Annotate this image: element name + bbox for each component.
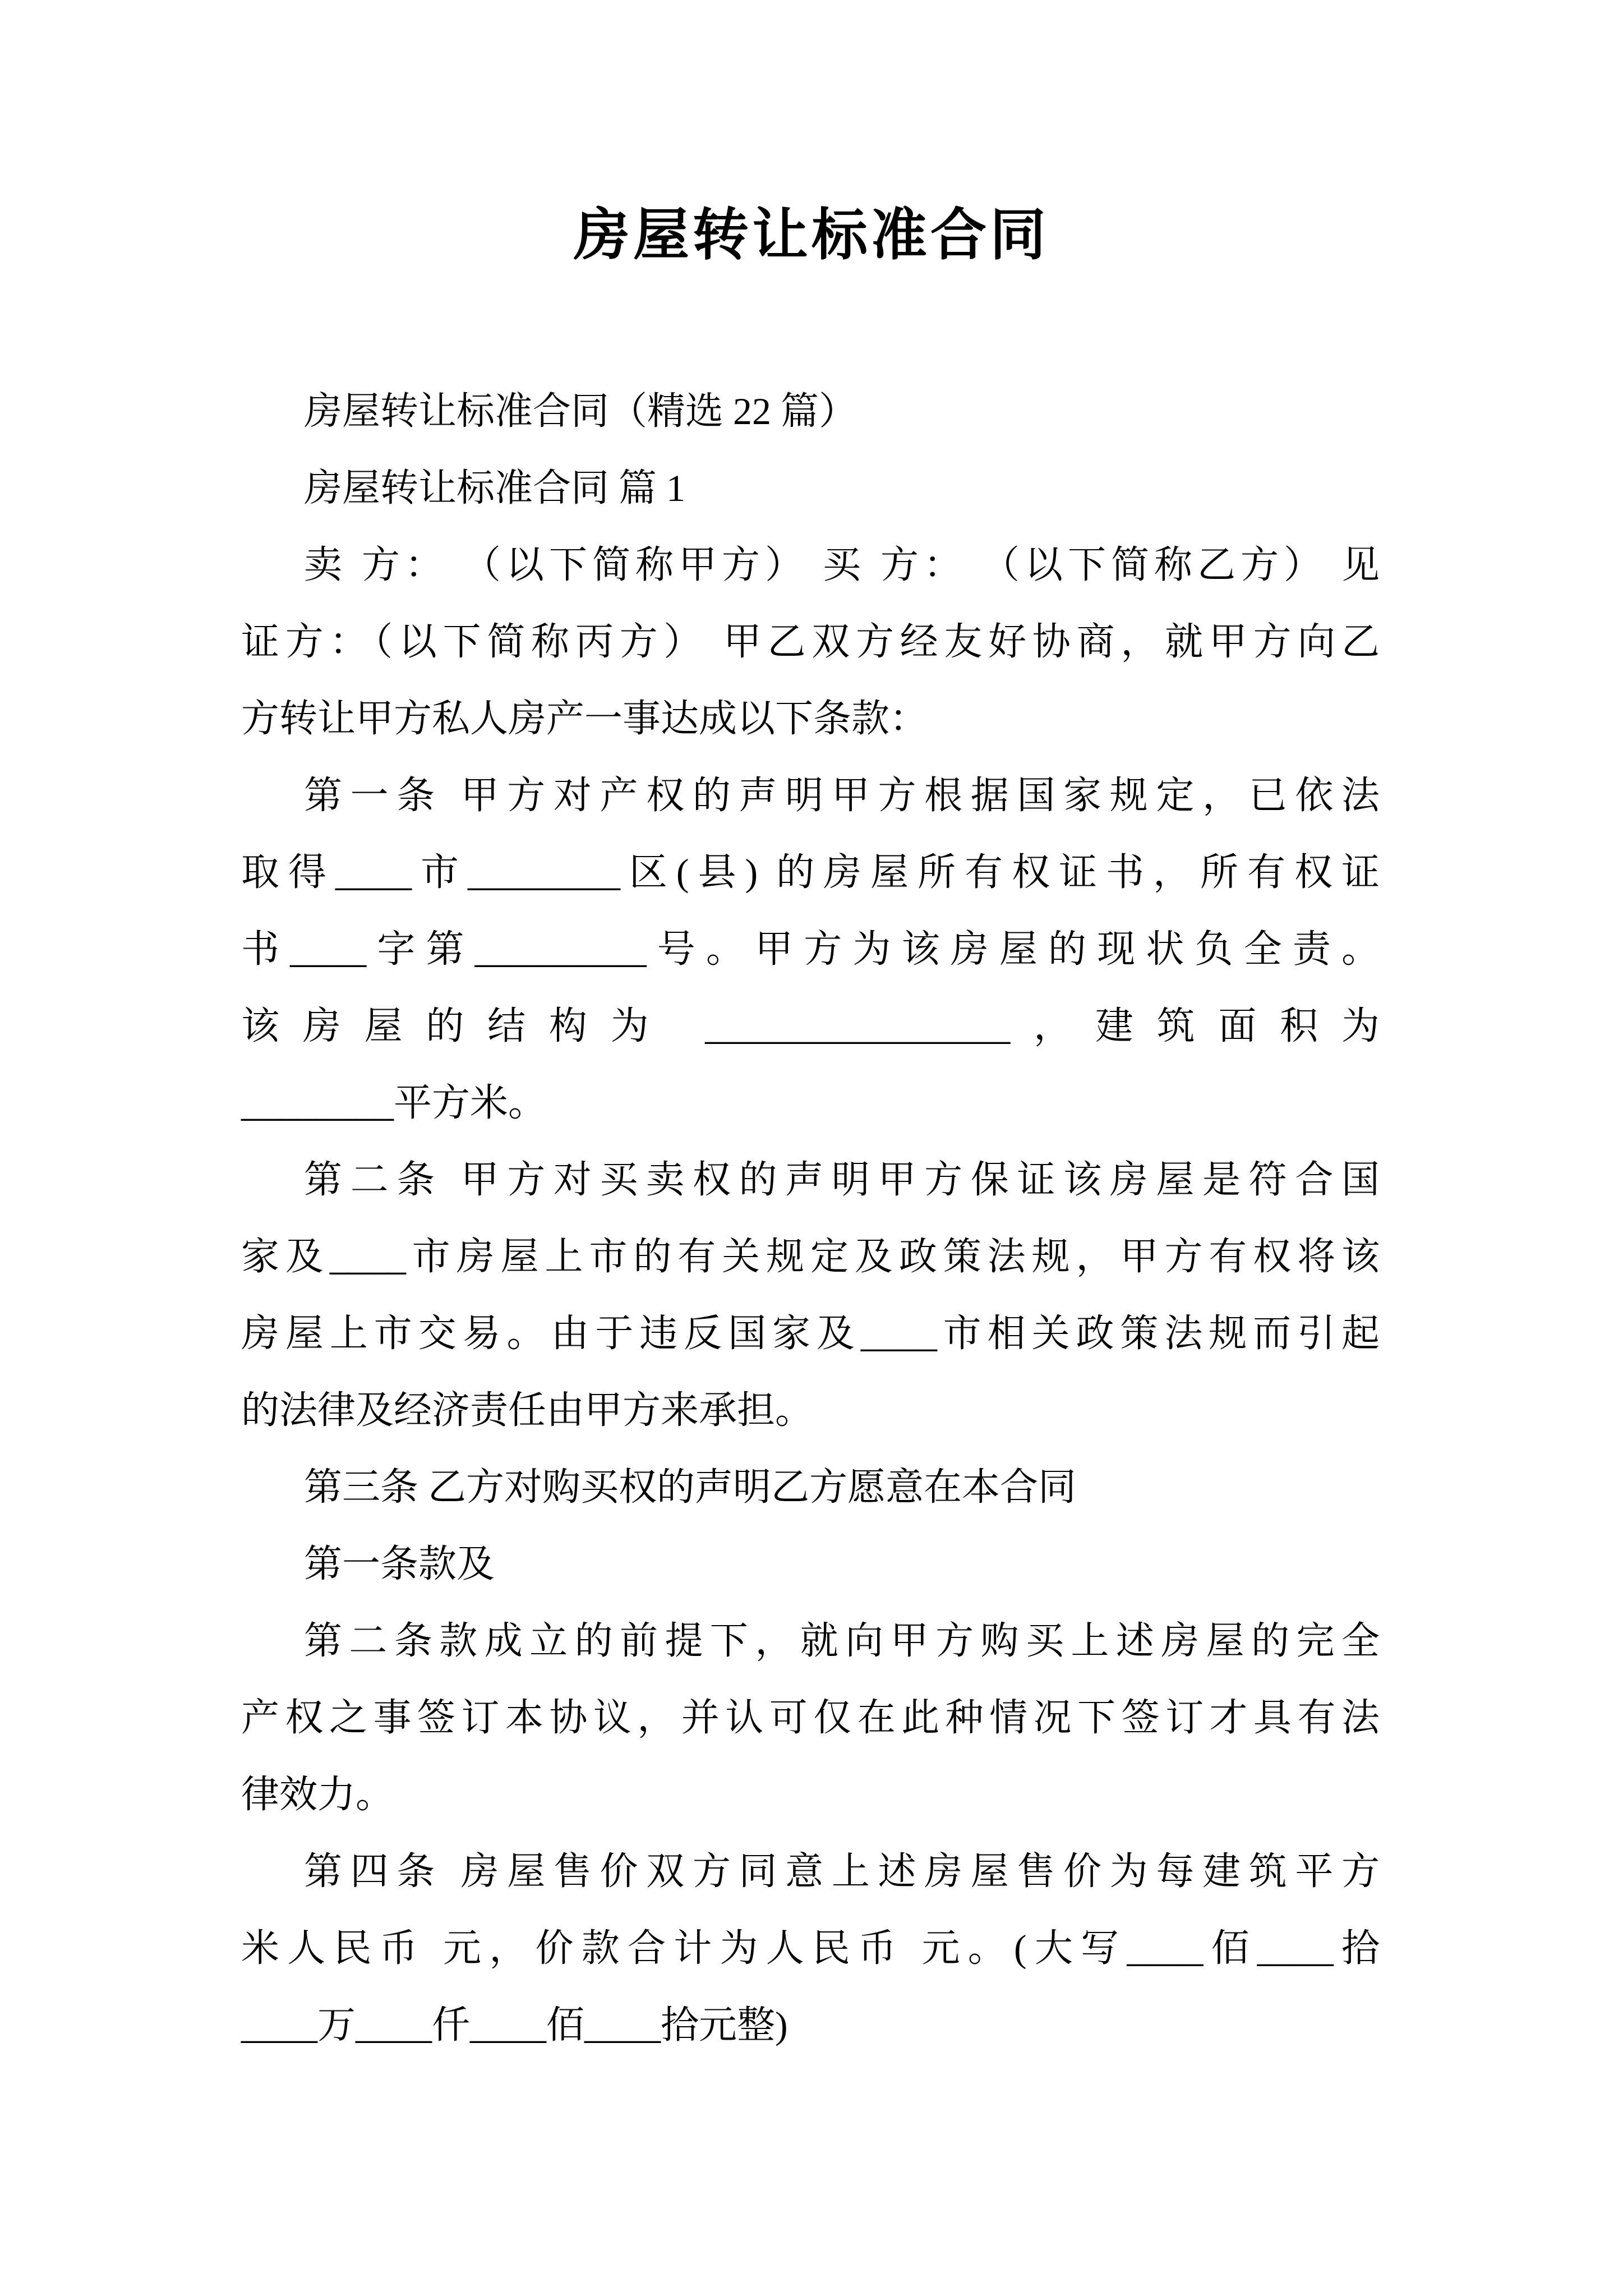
document-title: 房屋转让标准合同: [574, 204, 1049, 266]
text-line: 房屋转让标准合同 篇 1: [304, 467, 686, 509]
text-line: 第一条 甲方对产权的声明甲方根据国家规定，已依法: [304, 774, 1380, 817]
text-line: 的法律及经济责任由甲方来承担。: [241, 1389, 814, 1432]
text-line: 证方：（以下简称丙方） 甲乙双方经友好协商，就甲方向乙: [241, 620, 1380, 663]
text-line: 第四条 房屋售价双方同意上述房屋售价为每建筑平方: [304, 1850, 1380, 1893]
text-line: 米人民币 元，价款合计为人民币 元。(大写____佰____拾: [241, 1927, 1380, 1970]
text-line: 律效力。: [241, 1773, 394, 1816]
text-line: 房屋转让标准合同（精选 22 篇）: [304, 390, 857, 432]
text-line: ________平方米。: [241, 1082, 547, 1124]
text-line: 该房屋的结构为 ________________，建筑面积为: [241, 1005, 1380, 1047]
text-line: 第三条 乙方对购买权的声明乙方愿意在本合同: [304, 1466, 1077, 1508]
text-line: 第二条 甲方对买卖权的声明甲方保证该房屋是符合国: [304, 1158, 1380, 1201]
text-line: 卖 方： （以下简称甲方） 买 方： （以下简称乙方） 见: [304, 544, 1380, 586]
text-line: 取得____市________区(县) 的房屋所有权证书，所有权证: [241, 851, 1380, 894]
document-body: [0, 373, 1623, 2064]
text-line: 书____字第_________号。甲方为该房屋的现状负全责。: [241, 928, 1380, 970]
text-line: 房屋上市交易。由于违反国家及____市相关政策法规而引起: [241, 1312, 1380, 1355]
text-line: 方转让甲方私人房产一事达成以下条款：: [241, 697, 928, 740]
text-line: 产权之事签订本协议，并认可仅在此种情况下签订才具有法: [241, 1696, 1380, 1739]
text-line: 第一条款及: [304, 1543, 495, 1585]
text-line: 第二条款成立的前提下，就向甲方购买上述房屋的完全: [304, 1619, 1380, 1662]
text-line: 家及____市房屋上市的有关规定及政策法规，甲方有权将该: [241, 1235, 1380, 1278]
text-line: ____万____仟____佰____拾元整): [241, 2004, 788, 2046]
